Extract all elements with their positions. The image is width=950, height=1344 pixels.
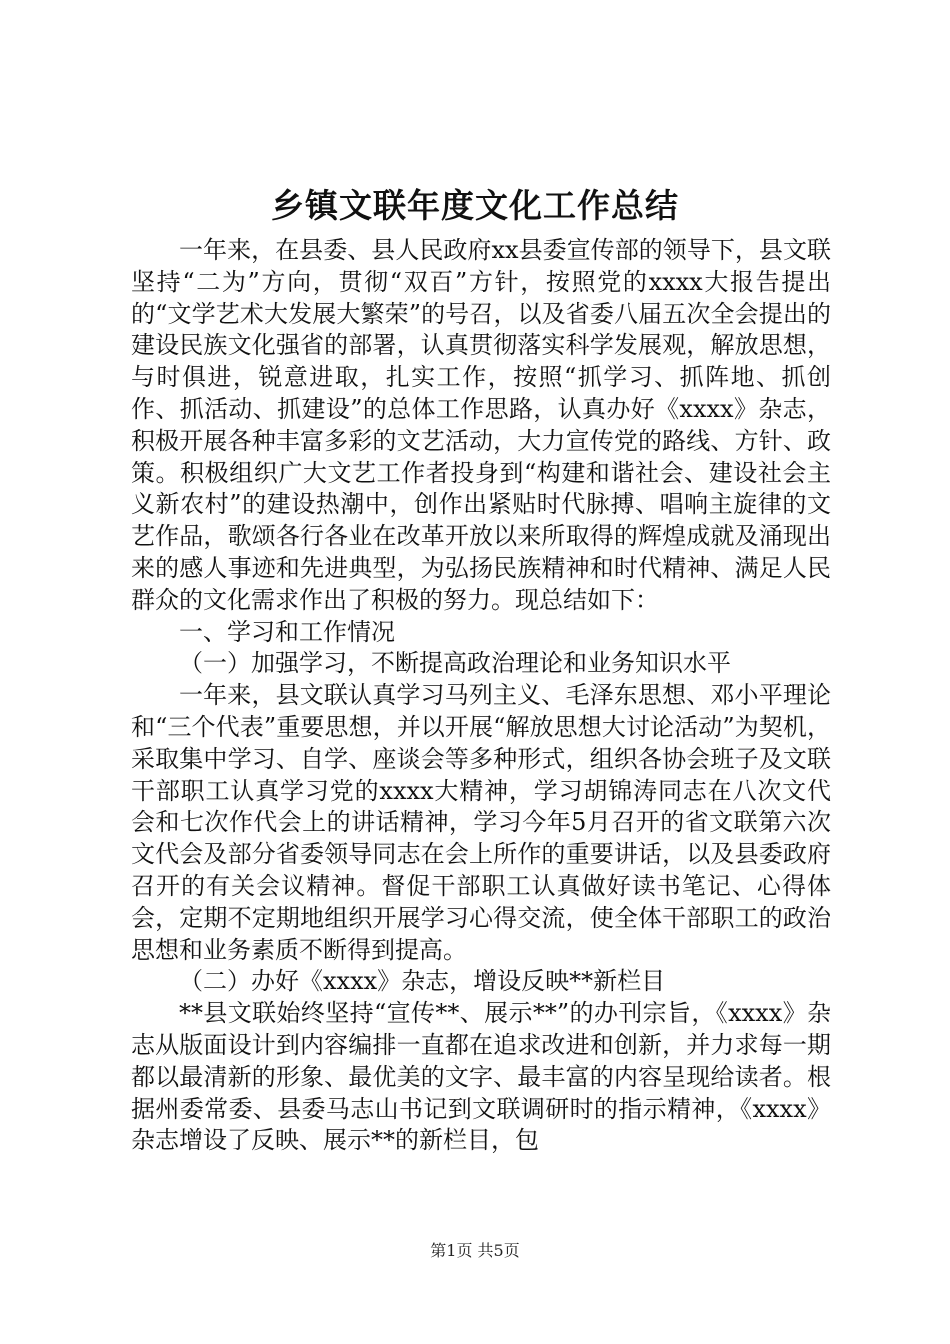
paragraph-magazine: **县文联始终坚持“宣传**、展示**”的办刊宗旨，《xxxx》杂志从版面设计到内容编排一直都在追求改进和创新，并力求每一期都以最清新的形象、最优美的文字、最丰富的内容呈现给读者。根据州委常委、县委马志山书记到文联调研时的指示精神，《xxxx》杂志增设了反映、展示**的新栏目，包	[131, 999, 831, 1155]
subsection-heading-2: （二）办好《xxxx》杂志，增设反映**新栏目	[179, 967, 666, 996]
page-title: 乡镇文联年度文化工作总结	[271, 186, 679, 225]
paragraph-study: 一年来，县文联认真学习马列主义、毛泽东思想、邓小平理论和“三个代表”重要思想，并以开展“解放思想大讨论活动”为契机，采取集中学习、自学、座谈会等多种形式，组织各协会班子及文联干部职工认真学习党的xxxx大精神，学习胡锦涛同志在八次文代会和七次作代会上的讲话精神，学习今年5月召开的省文联第六次文代会及部分省委领导同志在会上所作的重要讲话，以及县委政府召开的有关会议精神。督促干部职工认真做好读书笔记、心得体会，定期不定期地组织开展学习心得交流，使全体干部职工的政治思想和业务素质不断得到提高。	[131, 681, 831, 964]
document-body	[131, 235, 831, 1157]
section-heading-1: 一、学习和工作情况	[179, 617, 395, 646]
page-number-footer: 第1页 共5页	[430, 1241, 520, 1260]
subsection-heading-1: （一）加强学习，不断提高政治理论和业务知识水平	[179, 649, 731, 678]
paragraph-intro: 一年来，在县委、县人民政府xx县委宣传部的领导下，县文联坚持“二为”方向，贯彻“双百”方针，按照党的xxxx大报告提出的“文学艺术大发展大繁荣”的号召，以及省委八届五次全会提出的建设民族文化强省的部署，认真贯彻落实科学发展观，解放思想，与时俱进，锐意进取，扎实工作，按照“抓学习、抓阵地、抓创作、抓活动、抓建设”的总体工作思路，认真办好《xxxx》杂志，积极开展各种丰富多彩的文艺活动，大力宣传党的路线、方针、政策。积极组织广大文艺工作者投身到“构建和谐社会、建设社会主义新农村”的建设热潮中，创作出紧贴时代脉搏、唱响主旋律的文艺作品，歌颂各行各业在改革开放以来所取得的辉煌成就及涌现出来的感人事迹和先进典型，为弘扬民族精神和时代精神、满足人民群众的文化需求作出了积极的努力。现总结如下：	[131, 236, 831, 614]
